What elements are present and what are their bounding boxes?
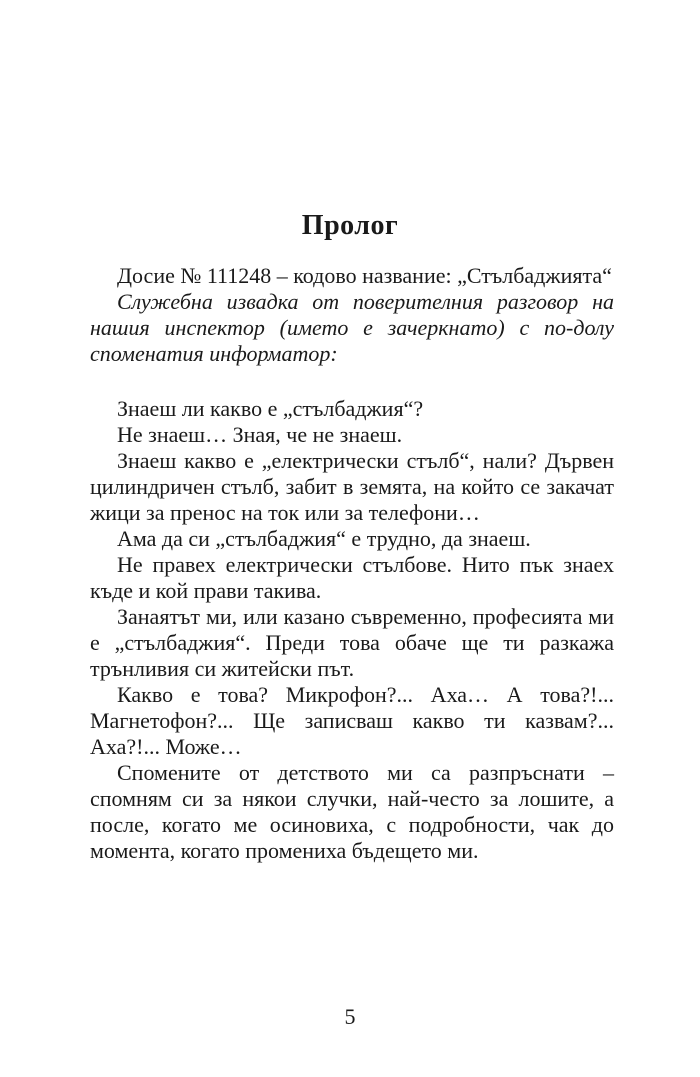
main-text <box>90 396 614 864</box>
dossier-block <box>90 263 614 367</box>
chapter-title: Пролог <box>301 210 399 241</box>
paragraph: Ама да си „стълбаджия“ е трудно, да знаеш. <box>117 526 531 551</box>
paragraph: Не правех електрически стълбове. Нито пък знаех къде и кой прави такива. <box>90 552 614 603</box>
paragraph: Какво е това? Микрофон?... Аха… А това?!... Магнетофон?... Ще записваш какво ти казвам?... Аха?!... Може… <box>90 682 614 759</box>
paragraph: Занаятът ми, или казано съвременно, професията ми е „стълбаджия“. Преди това обаче ще ти разкажа трънливия си житейски път. <box>90 604 614 681</box>
paragraph: Спомените от детството ми са разпръснати – спомням си за някои случки, най-често за лошите, а после, когато ме осиновиха, с подробности, чак до момента, когато промениха бъдещето ми. <box>90 760 614 863</box>
dossier-header: Досие № 111248 – кодово название: „Стълбаджията“ <box>117 263 612 288</box>
dossier-extract: Служебна извадка от поверителния разговор на нашия инспектор (името е зачеркнато) с по-долу споменатия информатор: <box>90 289 614 366</box>
paragraph: Знаеш ли какво е „стълбаджия“? <box>117 396 424 421</box>
paragraph: Знаеш какво е „електрически стълб“, нали? Дървен цилиндричен стълб, забит в земята, на който се закачат жици за пренос на ток или за телефони… <box>90 448 614 525</box>
page-number: 5 <box>344 1004 356 1029</box>
paragraph: Не знаеш… Зная, че не знаеш. <box>117 422 403 447</box>
